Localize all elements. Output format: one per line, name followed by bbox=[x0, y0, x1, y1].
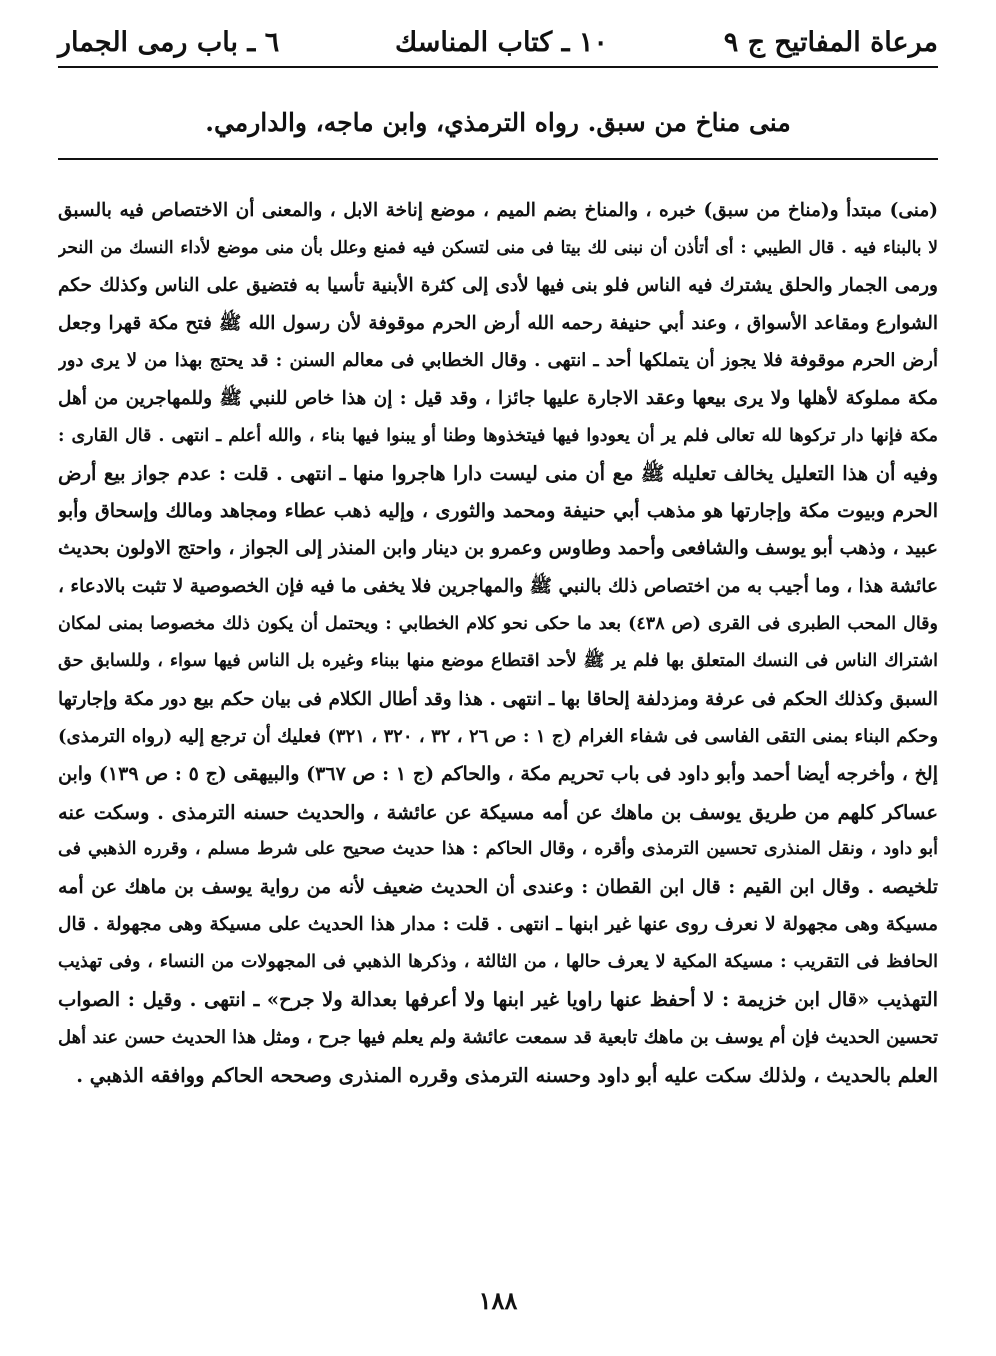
commentary-line: تحسين الحديث فإن أم يوسف بن ماهك تابعية قد سمعت عائشة ولم يعلم فيها جرح ، ومثل هذا الحديث حسن عند أهل bbox=[58, 1027, 938, 1049]
commentary-line: (منى) مبتدأ و(مناخ من سبق) خبره ، والمناخ بضم الميم ، موضع إناخة الابل ، والمعنى أن الاختصاص فيه بالسبق bbox=[58, 200, 938, 221]
commentary-line: عساكر كلهم من طريق يوسف بن ماهك عن أمه مسيكة عن عائشة ، والحديث حسنه الترمذى . وسكت عنه bbox=[58, 800, 938, 824]
commentary-line: عبيد ، وذهب أبو يوسف والشافعى وأحمد وطاوس وعمرو بن دينار وابن المنذر إلى الجواز ، واحتج الاولون بحديث bbox=[58, 537, 938, 560]
commentary-line: أرض الحرم موقوفة فلا يجوز أن يتملكها أحد ـ انتهى . وقال الخطابي فى معالم السنن : قد يحتج بهذا من لا يرى دور bbox=[58, 350, 938, 372]
commentary-line: أبو داود ، ونقل المنذرى تحسين الترمذى وأقره ، وقال الحاكم : هذا حديث صحيح على شرط مسلم ، وقرره الذهبي فى bbox=[58, 839, 938, 860]
commentary-line: الحافظ فى التقريب : مسيكة المكية لا يعرف حالها ، من الثالثة ، وذكرها الذهبي فى المجهولات من النساء ، وفى تهذيب bbox=[58, 951, 938, 972]
commentary-line: الحرم وبيوت مكة وإجارتها هو مذهب أبي حنيفة ومحمد والثورى ، وإليه ذهب عطاء ومجاهد ومالك وإسحاق وأبو bbox=[58, 499, 938, 522]
commentary-line: مسيكة وهى مجهولة لا نعرف روى عنها غير ابنها ـ انتهى . قلت : مدار هذا الحديث على مسيكة وهى مجهولة . قال bbox=[58, 914, 938, 936]
commentary-line: وقال المحب الطبرى فى القرى (ص ٤٣٨) بعد ما حكى نحو كلام الخطابي : ويحتمل أن يكون ذلك مخصوصا بمنى لمكان bbox=[58, 613, 938, 634]
commentary-line: لا بالبناء فيه . قال الطيبي : أى أتأذن أن نبنى لك بيتا فى منى لتسكن فيه فمنع وعلل بأن منى موضع لأداء النسك من النحر bbox=[58, 237, 938, 258]
section-divider bbox=[58, 158, 938, 160]
commentary-line: تلخيصه . وقال ابن القيم : قال ابن القطان : وعندى أن الحديث ضعيف لأنه من رواية يوسف بن ماهك عن أمه bbox=[58, 875, 938, 898]
commentary-line: وفيه أن هذا التعليل يخالف تعليله ﷺ مع أن منى ليست دارا هاجروا منها ـ انتهى . قلت : عدم جواز بيع أرض bbox=[58, 462, 938, 486]
commentary-line: عائشة هذا ، وما أجيب به من اختصاص ذلك بالنبي ﷺ والمهاجرين فلا يخفى ما فيه فإن الخصوصية لا تثبت بالادعاء ، bbox=[58, 575, 938, 597]
commentary-line: التهذيب «قال ابن خزيمة : لا أحفظ عنها راويا غير ابنها ولا أعرفها بعدالة ولا جرح» ـ انتهى . وقيل : الصواب bbox=[58, 988, 938, 1012]
header-divider bbox=[58, 66, 938, 68]
commentary-line: ورمى الجمار والحلق يشترك فيه الناس فلو بنى فيها لأدى إلى كثرة الأبنية تأسيا به فتضيق على الناس وكذلك حكم bbox=[58, 275, 938, 297]
commentary-body bbox=[58, 192, 938, 1094]
page-number: ١٨٨ bbox=[478, 1286, 518, 1315]
commentary-line: العلم بالحديث ، ولذلك سكت عليه أبو داود وحسنه الترمذى وقرره المنذرى وصححه الحاكم ووافقه الذهبي . bbox=[76, 1063, 938, 1087]
chapter-title: ١٠ ـ كتاب المناسك bbox=[395, 26, 608, 58]
commentary-line: مكة مملوكة لأهلها ولا يرى بيعها وعقد الاجارة عليها جائزا ، وقد قيل : إن هذا خاص للنبي ﷺ وللمهاجرين من أهل bbox=[58, 387, 938, 409]
commentary-line: السبق وكذلك الحكم فى عرفة ومزدلفة إلحاقا بها ـ انتهى . هذا وقد أطال الكلام فى بيان حكم بيع دور مكة وإجارتها bbox=[58, 688, 938, 710]
commentary-line: الشوارع ومقاعد الأسواق ، وعند أبي حنيفة رحمه الله أرض الحرم موقوفة لأن رسول الله ﷺ فتح مكة قهرا وجعل bbox=[58, 312, 938, 334]
section-title: ٦ ـ باب رمى الجمار bbox=[58, 26, 280, 58]
hadith-text: منى مناخ من سبق. رواه الترمذي، وابن ماجه، والدارمي. bbox=[205, 108, 791, 137]
running-head bbox=[58, 22, 938, 62]
commentary-line: إلخ ، وأخرجه أيضا أحمد وأبو داود فى باب تحريم مكة ، والحاكم (ج ١ : ص ٣٦٧) والبيهقى (ج ٥ : ص ١٣٩) وابن bbox=[58, 762, 938, 785]
commentary-line: مكة فإنها دار تركوها لله تعالى فلم ير أن يعودوا فيها فيتخذوها وطنا أو يبنوا فيها بناء ، والله أعلم ـ انتهى . قال القارى : bbox=[58, 425, 938, 446]
commentary-line: اشتراك الناس فى النسك المتعلق بها فلم ير ﷺ لأحد اقتطاع موضع منها ببناء وغيره بل الناس فيها سواء ، وللسابق حق bbox=[58, 651, 938, 672]
commentary-line: وحكم البناء بمنى التقى الفاسى فى شفاء الغرام (ج ١ : ص ٢٦ ، ٣٢ ، ٣٢٠ ، ٣٢١) فعليك أن ترجع إليه (رواه الترمذى) bbox=[58, 726, 938, 748]
book-title: مرعاة المفاتيح ج ٩ bbox=[723, 26, 938, 58]
